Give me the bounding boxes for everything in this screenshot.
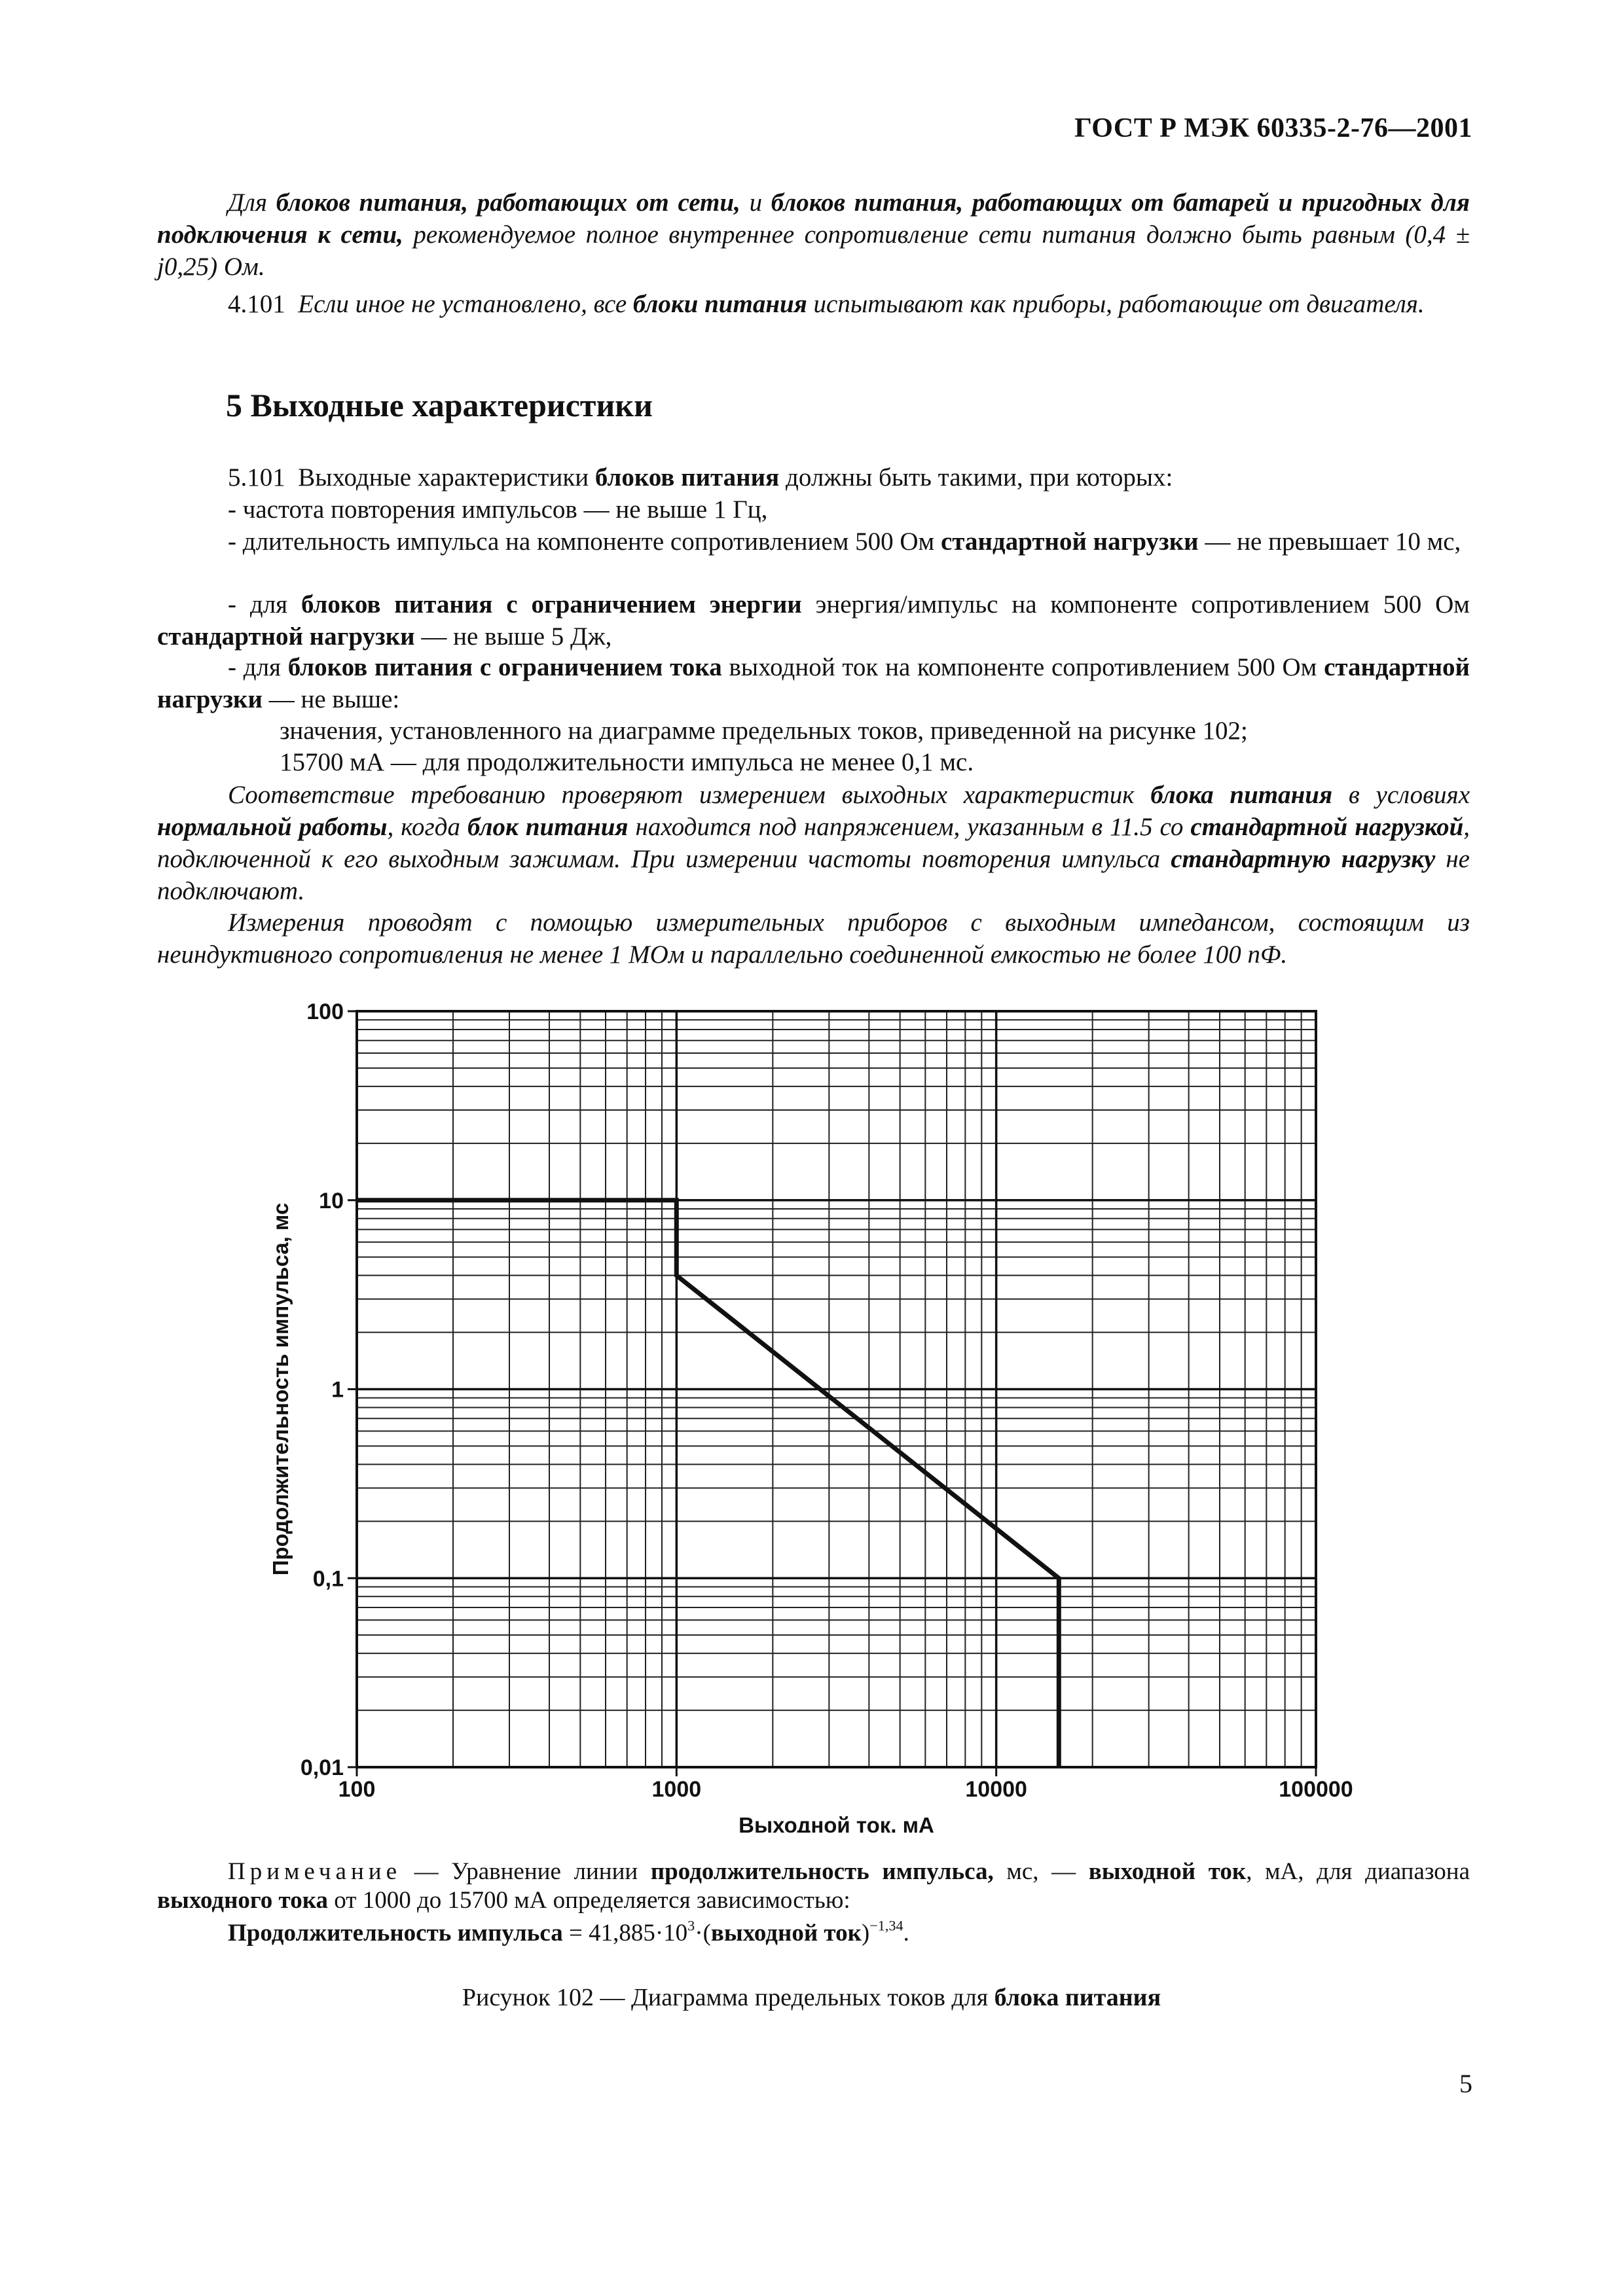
list-item-duration: - длительность импульса на компоненте сопротивлением 500 Ом стандартной нагрузки — не превышает 10 мс, (228, 528, 1461, 556)
chart-grid (357, 1011, 1316, 1767)
list-item-energy: - для блоков питания с ограничением энергии энергия/импульс на компоненте сопротивлением 500 Ом стандартной нагрузки — не выше 5 Дж, (157, 590, 1470, 651)
list-item-frequency: - частота повторения импульсов — не выше 1 Гц, (228, 495, 768, 524)
paragraph-5-101: 5.101 Выходные характеристики блоков питания должны быть такими, при которых: (228, 463, 1173, 492)
paragraph-compliance: Соответствие требованию проверяют измерением выходных характеристик блока питания в условиях нормальной работы, когда блок питания находится под напряжением, указанным в 11.5 со стандартной нагрузкой, подключенной к его выходным зажимам. При измерении частоты повторения импульса стандартную нагрузку не подключают. (157, 781, 1470, 905)
x-tick-label: 100 (338, 1777, 376, 1802)
series-line (357, 1200, 1059, 1767)
sub-item-diagram-value: значения, установленного на диаграмме предельных токов, приведенной на рисунке 102; (280, 717, 1248, 745)
paragraph-4-101: 4.101 Если иное не установлено, все блоки питания испытывают как приборы, работающие от двигателя. (228, 290, 1425, 318)
paragraph-measurement: Измерения проводят с помощью измерительных приборов с выходным импедансом, состоящим из неиндуктивного сопротивления не менее 1 МОм и параллельно соединенной емкостью не более 100 пФ. (157, 908, 1470, 969)
document-header: ГОСТ Р МЭК 60335-2-76—2001 (1074, 113, 1472, 143)
section-heading: 5 Выходные характеристики (226, 387, 653, 423)
y-tick-label: 1 (331, 1377, 344, 1403)
y-tick-label: 100 (306, 999, 344, 1024)
chart-canvas (262, 982, 1375, 1833)
y-axis-label: Продолжительность импульса, мс (268, 1202, 293, 1576)
figure-caption: Рисунок 102 — Диаграмма предельных токов для блока питания (462, 1984, 1161, 2011)
axis-ticks (301, 999, 1353, 1802)
sub-item-15700: 15700 мА — для продолжительности импульса не менее 0,1 мс. (280, 748, 974, 776)
x-tick-label: 10000 (965, 1777, 1027, 1802)
x-axis-label: Выходной ток, мА (739, 1813, 934, 1833)
figure-note: Примечание — Уравнение линии продолжительность импульса, мс, — выходной ток, мА, для диапазона выходного тока от 1000 до 15700 мА определяется зависимостью: (157, 1858, 1470, 1914)
y-tick-label: 10 (319, 1188, 344, 1213)
x-tick-label: 1000 (651, 1777, 702, 1802)
y-tick-label: 0,1 (312, 1566, 344, 1592)
y-tick-label: 0,01 (300, 1755, 344, 1780)
limit-current-chart (262, 982, 1375, 1833)
note-label: Примечание (228, 1858, 401, 1885)
paragraph-supply-impedance: Для блоков питания, работающих от сети, и блоков питания, работающих от батарей и пригодных для подключения к сети, рекомендуемое полное внутреннее сопротивление сети питания должно быть равным (0,4 ± j0,25) Ом. (157, 188, 1470, 281)
page-number: 5 (1459, 2069, 1472, 2098)
list-item-current: - для блоков питания с ограничением тока выходной ток на компоненте сопротивлением 500 Ом стандартной нагрузки — не выше: (157, 653, 1470, 713)
x-tick-label: 100000 (1279, 1777, 1353, 1802)
note-formula: Продолжительность импульса = $41,885\cdot 10^3\cdot(выходной$ ток)$^{-1,34}$. (228, 1917, 909, 1946)
